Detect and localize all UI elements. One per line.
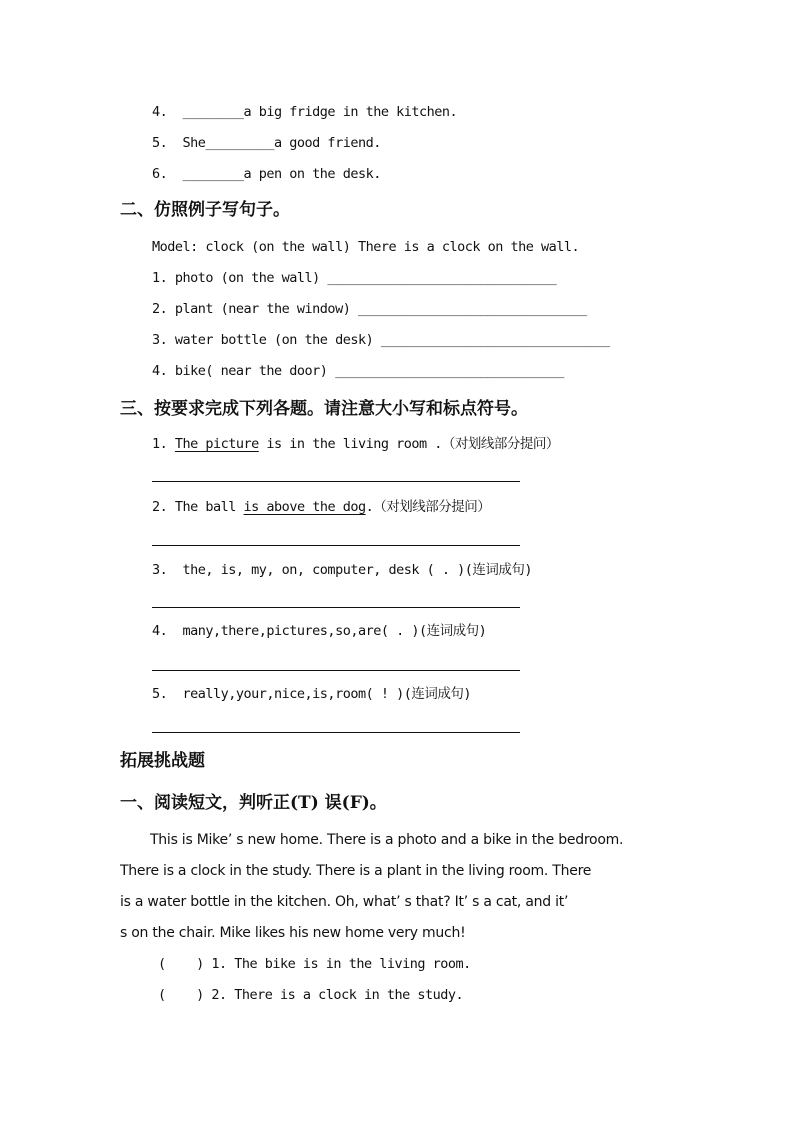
answer-line [152, 670, 520, 671]
answer-line [152, 732, 520, 733]
underlined-phrase: is above the dog [243, 499, 366, 515]
passage-line-2: There is a clock in the study. There is a plant in the living room. There [120, 863, 592, 879]
question-rest: is in the living room .（对划线部分提问） [258, 436, 559, 452]
extension-title: 拓展挑战题 [120, 751, 205, 771]
section-heading-imitate: 二、仿照例子写句子。 [120, 200, 290, 220]
passage-line-4: s on the chair. Mike likes his new home very much! [120, 925, 466, 941]
fill-blank-question-4: 4. ________a big fridge in the kitchen. [152, 104, 458, 120]
question-prefix: 2. The ball [152, 499, 244, 515]
judgment-item-1: ( ) 1. The bike is in the living room. [158, 956, 471, 972]
imitate-item-1: 1. photo (on the wall) ______________________________ [152, 270, 557, 286]
model-sentence: Model: clock (on the wall) There is a clock on the wall. [152, 239, 580, 255]
answer-line [152, 545, 520, 546]
underlined-phrase: The picture [174, 436, 259, 452]
fill-blank-question-6: 6. ________a pen on the desk. [152, 166, 381, 182]
passage-line-1: This is Mike’ s new home. There is a photo and a bike in the bedroom. [150, 832, 624, 848]
fill-blank-question-5: 5. She_________a good friend. [152, 135, 381, 151]
imitate-item-3: 3. water bottle (on the desk) ______________________________ [152, 332, 610, 348]
section-heading-requirements: 三、按要求完成下列各题。请注意大小写和标点符号。 [120, 399, 528, 419]
transform-question-3: 3. the, is, my, on, computer, desk ( . )(连词成句) [152, 562, 532, 578]
question-rest: .（对划线部分提问） [365, 499, 491, 515]
transform-question-5: 5. really,your,nice,is,room( ! )(连词成句) [152, 686, 471, 702]
judgment-item-2: ( ) 2. There is a clock in the study. [158, 987, 464, 1003]
answer-line [152, 607, 520, 608]
passage-line-3: is a water bottle in the kitchen. Oh, what’ s that? It’ s a cat, and it’ [120, 894, 569, 910]
section-heading-reading: 一、阅读短文，判听正(T) 误(F)。 [120, 793, 387, 813]
question-number: 1. [152, 436, 175, 452]
imitate-item-2: 2. plant (near the window) ______________________________ [152, 301, 587, 317]
transform-question-4: 4. many,there,pictures,so,are( . )(连词成句) [152, 623, 487, 639]
imitate-item-4: 4. bike( near the door) ______________________________ [152, 363, 564, 379]
transform-question-2 [152, 498, 490, 516]
transform-question-1 [152, 435, 559, 453]
answer-line [152, 481, 520, 482]
